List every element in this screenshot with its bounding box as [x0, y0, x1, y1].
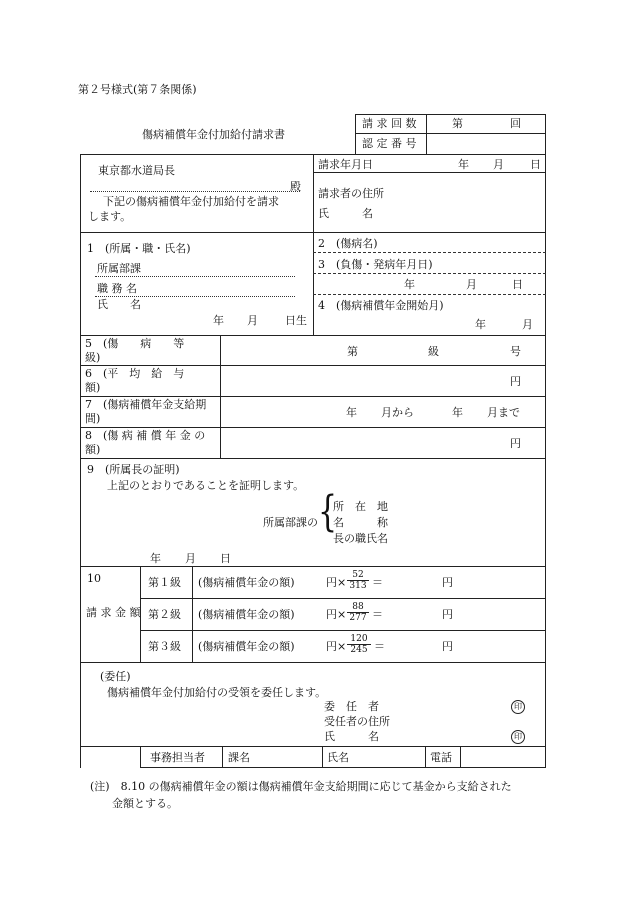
- section6-unit: 円: [510, 375, 521, 388]
- addressee-name: 東京都水道局長: [98, 164, 175, 177]
- claim-date-month: 月: [493, 158, 504, 171]
- section7-line2: 間): [85, 412, 101, 425]
- seal-icon: 印: [511, 700, 525, 714]
- section5-v3: 号: [510, 345, 521, 358]
- section9-heading: 9 (所属長の証明): [87, 463, 180, 476]
- birth-year: 年: [213, 314, 224, 327]
- yen-times: 円×: [326, 608, 347, 621]
- section1-heading: 1 (所属・職・氏名): [87, 242, 191, 255]
- section9-item2: 名 称: [333, 516, 388, 529]
- delegation-statement: 傷病補償年金付加給付の受領を委任します。: [107, 686, 327, 699]
- honorific: 殿: [290, 180, 301, 193]
- section9-dept-label: 所属部課の: [263, 516, 318, 529]
- page-title: 傷病補償年金付加給付請求書: [142, 128, 285, 141]
- unit: 円: [442, 640, 453, 653]
- denominator: 277: [349, 613, 367, 623]
- section7-from-month: 月から: [381, 406, 414, 419]
- section4-month: 月: [522, 318, 533, 331]
- brace-icon: {: [318, 487, 338, 537]
- section10-label: 請 求 金 額: [86, 606, 141, 619]
- numerator: 52: [347, 570, 369, 581]
- birth-month: 月: [247, 314, 258, 327]
- delegate-address-label: 受任者の住所: [324, 715, 390, 728]
- equals: ＝: [374, 640, 385, 653]
- section5-line2: 級): [85, 351, 101, 364]
- section6-line2: 額): [85, 381, 101, 394]
- section5-v1: 第: [347, 345, 358, 358]
- claimant-address-label: 請求者の住所: [318, 187, 384, 200]
- section4-heading: 4 (傷病補償年金開始月): [318, 299, 444, 312]
- claim-date-label: 請求年月日: [318, 158, 373, 171]
- section1-job-label: 職 務 名: [97, 282, 137, 295]
- grade: 第１級: [148, 576, 181, 589]
- fraction: [347, 570, 369, 591]
- equals: ＝: [372, 576, 383, 589]
- section9-statement: 上記のとおりであることを証明します。: [107, 479, 305, 492]
- section1-dept-label: 所属部課: [97, 262, 141, 275]
- denominator: 245: [350, 645, 368, 655]
- form-number: 第２号様式(第７条関係): [78, 83, 197, 96]
- unit: 円: [442, 576, 453, 589]
- count-label: 請 求 回 数: [362, 117, 417, 130]
- footer-staff: 事務担当者: [150, 751, 205, 764]
- section1-name-label: 氏 名: [97, 298, 141, 311]
- section9-year: 年: [150, 552, 161, 565]
- footer-name: 氏名: [327, 751, 349, 764]
- section8-line2: 額): [85, 443, 101, 456]
- section3-heading: 3 (負傷・発病年月日): [318, 258, 433, 271]
- section5-v2: 級: [428, 345, 439, 358]
- section7-line1: 7 (傷病補償年金支給期: [85, 398, 207, 411]
- claim-date-year: 年: [458, 158, 469, 171]
- section9-month: 月: [185, 552, 196, 565]
- section10-number: 10: [87, 572, 101, 585]
- claimant-name-label: 氏 名: [318, 207, 373, 220]
- section3-day: 日: [512, 278, 523, 291]
- grade: 第２級: [148, 608, 181, 621]
- fraction: [347, 634, 371, 655]
- section5-line1: 5 (傷 病 等: [85, 337, 185, 350]
- section9-day: 日: [220, 552, 231, 565]
- cert-label: 認 定 番 号: [362, 137, 417, 150]
- request-line1: 下記の傷病補償年金付加給付を請求: [103, 195, 279, 208]
- delegator-label: 委 任 者: [324, 700, 379, 713]
- section8-line1: 8 (傷 病 補 償 年 金 の: [85, 429, 206, 442]
- grade: 第３級: [148, 640, 181, 653]
- section3-month: 月: [466, 278, 477, 291]
- delegation-heading: (委任): [100, 670, 131, 683]
- birth-day: 日生: [285, 314, 307, 327]
- delegate-name-label: 氏 名: [324, 730, 379, 743]
- yen-times: 円×: [326, 576, 347, 589]
- equals: ＝: [372, 608, 383, 621]
- claim-date-day: 日: [530, 158, 541, 171]
- note-line2: 金額とする。: [112, 797, 178, 810]
- section2-heading: 2 (傷病名): [318, 237, 378, 250]
- section7-to-year: 年: [452, 406, 463, 419]
- section8-unit: 円: [510, 437, 521, 450]
- denominator: 313: [349, 581, 367, 591]
- fraction: [347, 602, 369, 623]
- numerator: 88: [347, 602, 369, 613]
- grade-desc: (傷病補償年金の額): [198, 608, 295, 621]
- footer-dept: 課名: [228, 751, 250, 764]
- section4-year: 年: [475, 318, 486, 331]
- section9-item3: 長の職氏名: [333, 532, 388, 545]
- footer-phone: 電話: [430, 751, 452, 764]
- numerator: 120: [347, 634, 371, 645]
- count-prefix: 第: [452, 117, 463, 130]
- section7-from-year: 年: [346, 406, 357, 419]
- count-suffix: 回: [510, 117, 521, 130]
- grade-desc: (傷病補償年金の額): [198, 640, 295, 653]
- section3-year: 年: [404, 278, 415, 291]
- unit: 円: [442, 608, 453, 621]
- yen-times: 円×: [326, 640, 347, 653]
- section7-to-month: 月まで: [487, 406, 520, 419]
- seal-icon: 印: [511, 730, 525, 744]
- grade-desc: (傷病補償年金の額): [198, 576, 295, 589]
- request-line2: します。: [88, 210, 132, 223]
- section9-item1: 所 在 地: [333, 500, 388, 513]
- section6-line1: 6 (平 均 給 与: [85, 367, 185, 380]
- note-line1: (注) 8.10 の傷病補償年金の額は傷病補償年金支給期間に応じて基金から支給された: [90, 780, 512, 793]
